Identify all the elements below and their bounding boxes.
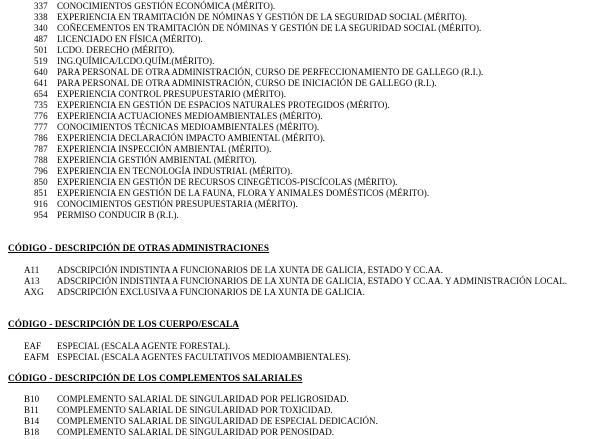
merit-item (34, 78, 604, 89)
item-description: COMPLEMENTO SALARIAL DE SINGULARIDAD DE ESPECIAL DEDICACIÓN. (57, 416, 378, 426)
list-item (24, 287, 609, 298)
merit-code: 777 (34, 122, 48, 132)
merit-description: CONOCIMIENTOS GESTIÓN PRESUPUESTARIA (MÉRITO). (57, 199, 298, 209)
merit-description: EXPERIENCIA EN GESTIÓN DE RECURSOS CINEGÉTICOS-PISCÍCOLAS (MÉRITO). (57, 177, 398, 187)
item-code: EAF (24, 341, 42, 351)
section-heading-otras-administraciones: CÓDIGO - DESCRIPCIÓN DE OTRAS ADMINISTRACIONES (8, 243, 270, 253)
item-description: ADSCRIPCIÓN EXCLUSIVA A FUNCIONARIOS DE LA XUNTA DE GALICIA. (57, 287, 365, 297)
list-item (24, 352, 609, 363)
list-item (24, 394, 609, 405)
merit-code: 796 (34, 166, 48, 176)
merit-item (34, 210, 604, 221)
merit-code: 954 (34, 210, 48, 220)
item-code: B14 (24, 416, 40, 426)
merit-code: 338 (34, 12, 48, 22)
merit-item (34, 188, 604, 199)
merit-code: 501 (34, 45, 48, 55)
merit-code: 776 (34, 111, 48, 121)
merit-description: CONOCIMIENTOS TÉCNICAS MEDIOAMBIENTALES (MÉRITO). (57, 122, 320, 132)
merit-item (34, 155, 604, 166)
item-code: A13 (24, 276, 40, 286)
merit-item (34, 45, 604, 56)
merit-description: COÑECEMENTOS EN TRAMITACIÓN DE NÓMINAS Y GESTIÓN DE LA SEGURIDAD SOCIAL (MÉRITO). (57, 23, 482, 33)
merit-item (34, 199, 604, 210)
item-description: ADSCRIPCIÓN INDISTINTA A FUNCIONARIOS DE LA XUNTA DE GALICIA, ESTADO Y CC.AA. Y ADMINISTRACIÓN LOCAL. (57, 276, 568, 286)
merit-item (34, 67, 604, 78)
list-item (24, 341, 609, 352)
merit-code: 916 (34, 199, 48, 209)
list-item (24, 416, 609, 427)
merit-description: EXPERIENCIA CONTROL PRESUPUESTARIO (MÉRITO). (57, 89, 286, 99)
merit-code: 788 (34, 155, 48, 165)
merit-code: 487 (34, 34, 48, 44)
merit-description: EXPERIENCIA EN TECNOLOGÍA INDUSTRIAL (MÉRITO). (57, 166, 293, 176)
list-item (24, 427, 609, 438)
merit-item (34, 34, 604, 45)
merit-code: 851 (34, 188, 48, 198)
merit-description: PARA PERSONAL DE OTRA ADMINISTRACIÓN, CURSO DE INICIACIÓN DE GALLEGO (R.I.). (57, 78, 437, 88)
item-description: COMPLEMENTO SALARIAL DE SINGULARIDAD POR PELIGROSIDAD. (57, 394, 349, 404)
item-code: B10 (24, 394, 40, 404)
merit-description: EXPERIENCIA EN TRAMITACIÓN DE NÓMINAS Y GESTIÓN DE LA SEGURIDAD SOCIAL (MÉRITO). (57, 12, 467, 22)
merit-code: 654 (34, 89, 48, 99)
merit-code: 786 (34, 133, 48, 143)
item-code: EAFM (24, 352, 50, 362)
item-code: B11 (24, 405, 39, 415)
merit-code: 735 (34, 100, 48, 110)
merit-description: EXPERIENCIA GESTIÓN AMBIENTAL (MÉRITO). (57, 155, 257, 165)
merit-description: PERMISO CONDUCIR B (R.I.). (57, 210, 179, 220)
merit-item (34, 166, 604, 177)
merit-code: 337 (34, 1, 48, 11)
item-description: ESPECIAL (ESCALA AGENTE FORESTAL). (57, 341, 231, 351)
merit-code: 519 (34, 56, 48, 66)
merit-code: 850 (34, 177, 48, 187)
merit-code: 787 (34, 144, 48, 154)
merit-item (34, 89, 604, 100)
merit-description: EXPERIENCIA DECLARACIÓN IMPACTO AMBIENTAL (MÉRITO). (57, 133, 326, 143)
merit-description: EXPERIENCIA ACTUACIONES MEDIOAMBIENTALES (MÉRITO). (57, 111, 323, 121)
item-description: ADSCRIPCIÓN INDISTINTA A FUNCIONARIOS DE LA XUNTA DE GALICIA, ESTADO Y CC.AA. (57, 265, 444, 275)
item-description: COMPLEMENTO SALARIAL DE SINGULARIDAD POR TOXICIDAD. (57, 405, 333, 415)
merit-description: LICENCIADO EN FÍSICA (MÉRITO). (57, 34, 203, 44)
section-heading-cuerpo-escala: CÓDIGO - DESCRIPCIÓN DE LOS CUERPO/ESCALA (8, 319, 240, 329)
item-code: B18 (24, 427, 40, 437)
section-heading-complementos-salariales: CÓDIGO - DESCRIPCIÓN DE LOS COMPLEMENTOS SALARIALES (8, 373, 303, 383)
merit-item (34, 12, 604, 23)
merit-description: LCDO. DERECHO (MÉRITO). (57, 45, 175, 55)
merit-item (34, 144, 604, 155)
item-code: A11 (24, 265, 40, 275)
item-description: ESPECIAL (ESCALA AGENTES FACULTATIVOS MEDIOAMBIENTALES). (57, 352, 351, 362)
merit-code: 641 (34, 78, 48, 88)
merit-item (34, 133, 604, 144)
merit-description: ING.QUÍMICA/LCDO.QUÍM.(MÉRITO). (57, 56, 215, 66)
item-description: COMPLEMENTO SALARIAL DE SINGULARIDAD POR PENOSIDAD. (57, 427, 335, 437)
merit-item (34, 23, 604, 34)
merit-item (34, 177, 604, 188)
merit-description: CONOCIMIENTOS GESTIÓN ECONÓMICA (MÉRITO). (57, 1, 276, 11)
merit-description: PARA PERSONAL DE OTRA ADMINISTRACIÓN, CURSO DE PERFECCIONAMIENTO DE GALLEGO (R.I.). (57, 67, 484, 77)
merit-item (34, 1, 604, 12)
merit-item (34, 100, 604, 111)
merit-description: EXPERIENCIA EN GESTIÓN DE LA FAUNA, FLORA Y ANIMALES DOMÉSTICOS (MÉRITO). (57, 188, 430, 198)
merit-item (34, 56, 604, 67)
merit-code: 340 (34, 23, 48, 33)
item-code: AXG (24, 287, 44, 297)
merit-code: 640 (34, 67, 48, 77)
merit-item (34, 122, 604, 133)
list-item (24, 405, 609, 416)
merit-description: EXPERIENCIA INSPECCIÓN AMBIENTAL (MÉRITO). (57, 144, 272, 154)
list-item (24, 276, 609, 287)
merit-description: EXPERIENCIA EN GESTIÓN DE ESPACIOS NATURALES PROTEGIDOS (MÉRITO). (57, 100, 390, 110)
merit-item (34, 111, 604, 122)
list-item (24, 265, 609, 276)
